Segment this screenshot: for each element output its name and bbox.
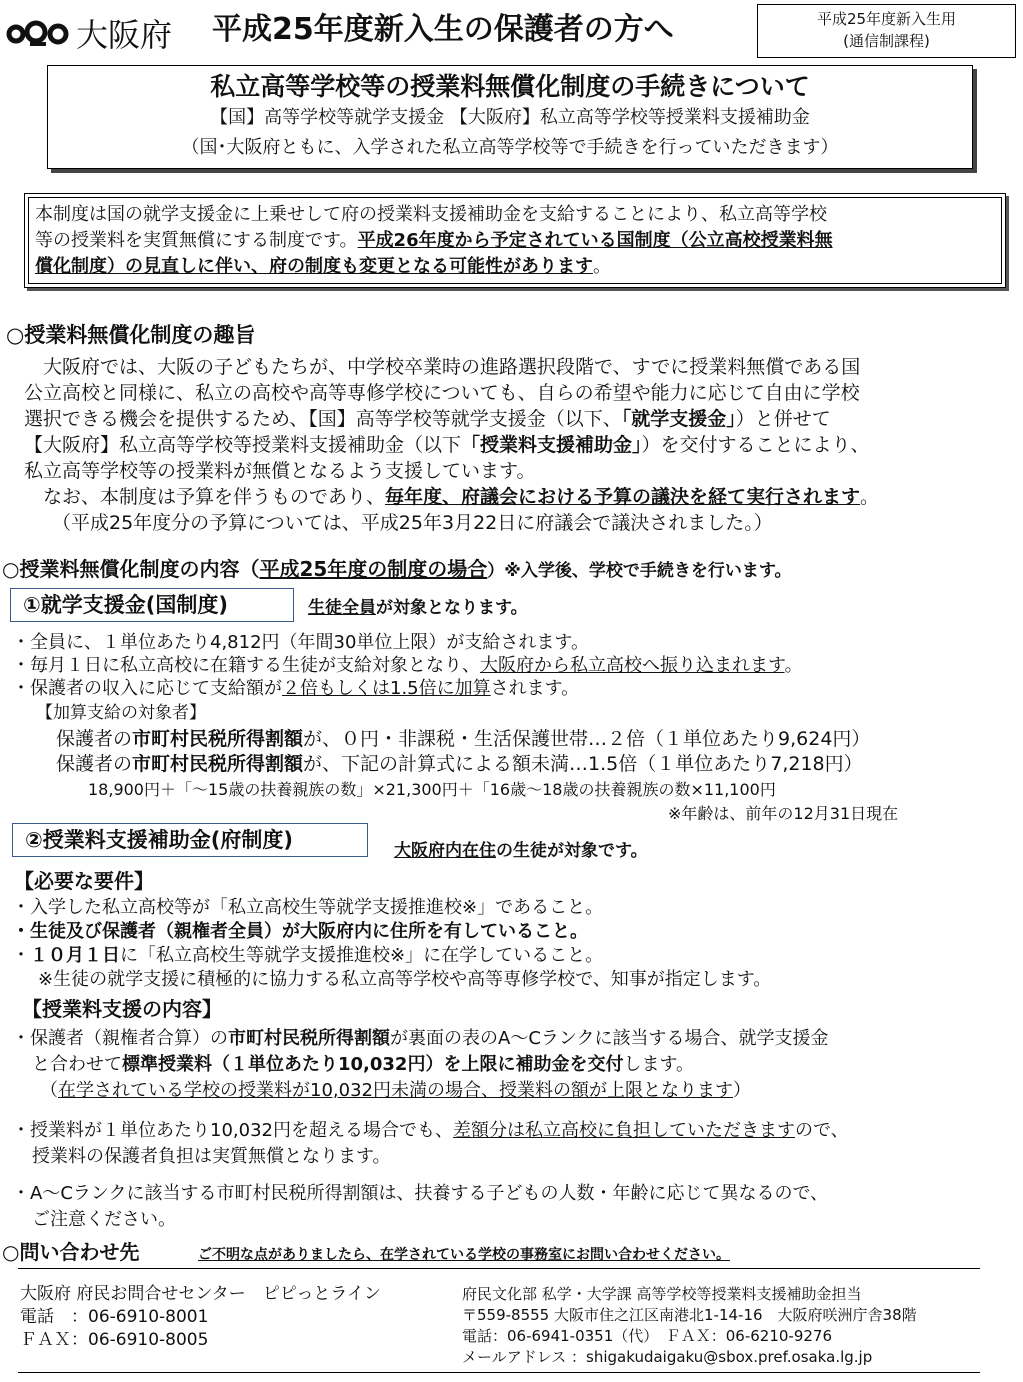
notice-box — [24, 193, 1006, 288]
support-content-6: ・A～Cランクに該当する市町村民税所得割額は、扶養する子どもの人数・年齢に応じて異なるので、 — [12, 1183, 829, 1204]
notice-line-1: 本制度は国の就学支援金に上乗せして府の授業料支援補助金を支給することにより、私立高等学校 — [35, 204, 827, 225]
contact-divider-top — [18, 1268, 980, 1269]
logo-text: 大阪府 — [76, 16, 173, 54]
support1-age-note: ※年齢は、前年の12月31日現在 — [668, 804, 899, 823]
support-content-3: （在学されている学校の授業料が10,032円未満の場合、授業料の額が上限となります） — [40, 1080, 751, 1101]
support1-target: 生徒全員が対象となります。 — [308, 598, 528, 618]
support1-badge: ①就学支援金(国制度) — [10, 588, 294, 622]
purpose-line-5: 私立高等学校等の授業料が無償となるよう支援しています。 — [24, 460, 536, 482]
contact-left-2: 電話 ：06-6910-8001 — [20, 1307, 209, 1327]
notice-line-2: 等の授業料を実質無償にする制度です。平成26年度から予定されている国制度（公立高校授業料無 — [35, 230, 833, 251]
support-content-2: と合わせて標準授業料（１単位あたり10,032円）を上限に補助金を交付します。 — [32, 1054, 695, 1075]
support-content-5: 授業料の保護者負担は実質無償となります。 — [32, 1146, 391, 1167]
purpose-line-3: 選択できる機会を提供するため、【国】高等学校等就学支援金（以下、「就学支援金」）と併せて — [24, 408, 831, 430]
purpose-line-4: 【大阪府】私立高等学校等授業料支援補助金（以下「授業料支援補助金」）を交付することにより、 — [24, 434, 870, 456]
procedure-title-box — [47, 65, 973, 169]
contact-note: ご不明な点がありましたら、在学されている学校の事務室にお問い合わせください。 — [198, 1247, 730, 1263]
support1-add-label: 【加算支給の対象者】 — [36, 703, 206, 723]
purpose-line-6: なお、本制度は予算を伴うものであり、毎年度、府議会における予算の議決を経て実行されます。 — [24, 486, 880, 508]
support1-bullet-2: ・毎月１日に私立高校に在籍する生徒が支給対象となり、大阪府から私立高校へ振り込まれます。 — [12, 655, 803, 676]
purpose-heading: ○授業料無償化制度の趣旨 — [6, 323, 256, 347]
support2-badge: ②授業料支援補助金(府制度) — [12, 823, 368, 857]
contact-right-1: 府民文化部 私学・大学課 高等学校等授業料支援補助金担当 — [462, 1285, 862, 1303]
support2-target: 大阪府内在住の生徒が対象です。 — [394, 841, 648, 861]
procedure-note: （国･大阪府ともに、入学された私立高等学校等で手続きを行っていただきます） — [181, 137, 839, 158]
osaka-logo — [6, 12, 186, 58]
purpose-line-1: 大阪府では、大阪の子どもたちが、中学校卒業時の進路選択段階で、すでに授業料無償である国 — [24, 356, 861, 378]
support1-bullet-1: ・全員に、１単位あたり4,812円（年間30単位上限）が支給されます。 — [12, 632, 589, 653]
support1-add-2: 保護者の市町村民税所得割額が、下記の計算式による額未満…1.5倍（１単位あたり7,218円） — [56, 753, 863, 775]
requirement-3: ・１０月１日に「私立高校生等就学支援推進校※」に在学していること。 — [12, 945, 604, 966]
notice-line-3: 償化制度）の見直しに伴い、府の制度も変更となる可能性があります。 — [35, 256, 611, 277]
purpose-line-7: （平成25年度分の予算については、平成25年3月22日に府議会で議決されました。） — [52, 512, 773, 534]
support1-add-1: 保護者の市町村民税所得割額が、０円・非課税・生活保護世帯…２倍（１単位あたり9,624円） — [56, 728, 871, 750]
support-content-heading: 【授業料支援の内容】 — [22, 997, 222, 1021]
requirements-heading: 【必要な要件】 — [14, 869, 154, 893]
support-content-1: ・保護者（親権者合算）の市町村民税所得割額が裏面の表のA～Cランクに該当する場合、就学支援金 — [12, 1028, 829, 1049]
purpose-line-2: 公立高校と同様に、私立の高校や高等専修学校についても、自らの希望や能力に応じて自由に学校 — [24, 382, 860, 404]
tag-line-1: 平成25年度新入生用 — [816, 10, 957, 28]
contact-right-2: 〒559-8555 大阪市住之江区南港北1-14-16 大阪府咲洲庁舎38階 — [462, 1306, 917, 1324]
content-heading: ○授業料無償化制度の内容（平成25年度の制度の場合）※入学後、学校で手続きを行います。 — [2, 557, 792, 581]
contact-left-1: 大阪府 府民お問合せセンター ピピっとライン — [20, 1284, 381, 1304]
tag-line-2: (通信制課程) — [843, 32, 930, 50]
target-tag — [757, 4, 1016, 58]
contact-right-3: 電話：06-6941-0351（代） ＦＡＸ：06-6210-9276 — [462, 1327, 833, 1345]
support1-formula: 18,900円＋「～15歳の扶養親族の数」×21,300円＋「16歳～18歳の扶養親族の数×11,100円 — [88, 780, 776, 799]
support1-bullet-3: ・保護者の収入に応じて支給額が２倍もしくは1.5倍に加算されます。 — [12, 678, 580, 699]
requirement-2: ・生徒及び保護者（親権者全員）が大阪府内に住所を有していること。 — [12, 921, 588, 942]
support-content-4: ・授業料が１単位あたり10,032円を超える場合でも、差額分は私立高校に負担していただきますので、 — [12, 1120, 849, 1141]
contact-divider-bottom — [18, 1372, 980, 1373]
procedure-title: 私立高等学校等の授業料無償化制度の手続きについて — [210, 72, 810, 101]
procedure-subtitle: 【国】高等学校等就学支援金 【大阪府】私立高等学校等授業料支援補助金 — [210, 107, 810, 128]
osaka-emblem-icon — [6, 12, 72, 52]
page-title: 平成25年度新入生の保護者の方へ — [212, 12, 674, 47]
support-content-7: ご注意ください。 — [32, 1209, 176, 1230]
contact-email[interactable]: メールアドレス ：shigakudaigaku@sbox.pref.osaka.lg.jp — [462, 1348, 873, 1366]
contact-left-3: ＦＡＸ：06-6910-8005 — [20, 1330, 209, 1350]
contact-heading: ○問い合わせ先 — [2, 1240, 140, 1264]
requirement-1: ・入学した私立高校等が「私立高校生等就学支援推進校※」であること。 — [12, 897, 604, 918]
requirement-note: ※生徒の就学支援に積極的に協力する私立高等学校や高等専修学校で、知事が指定します。 — [38, 969, 772, 990]
